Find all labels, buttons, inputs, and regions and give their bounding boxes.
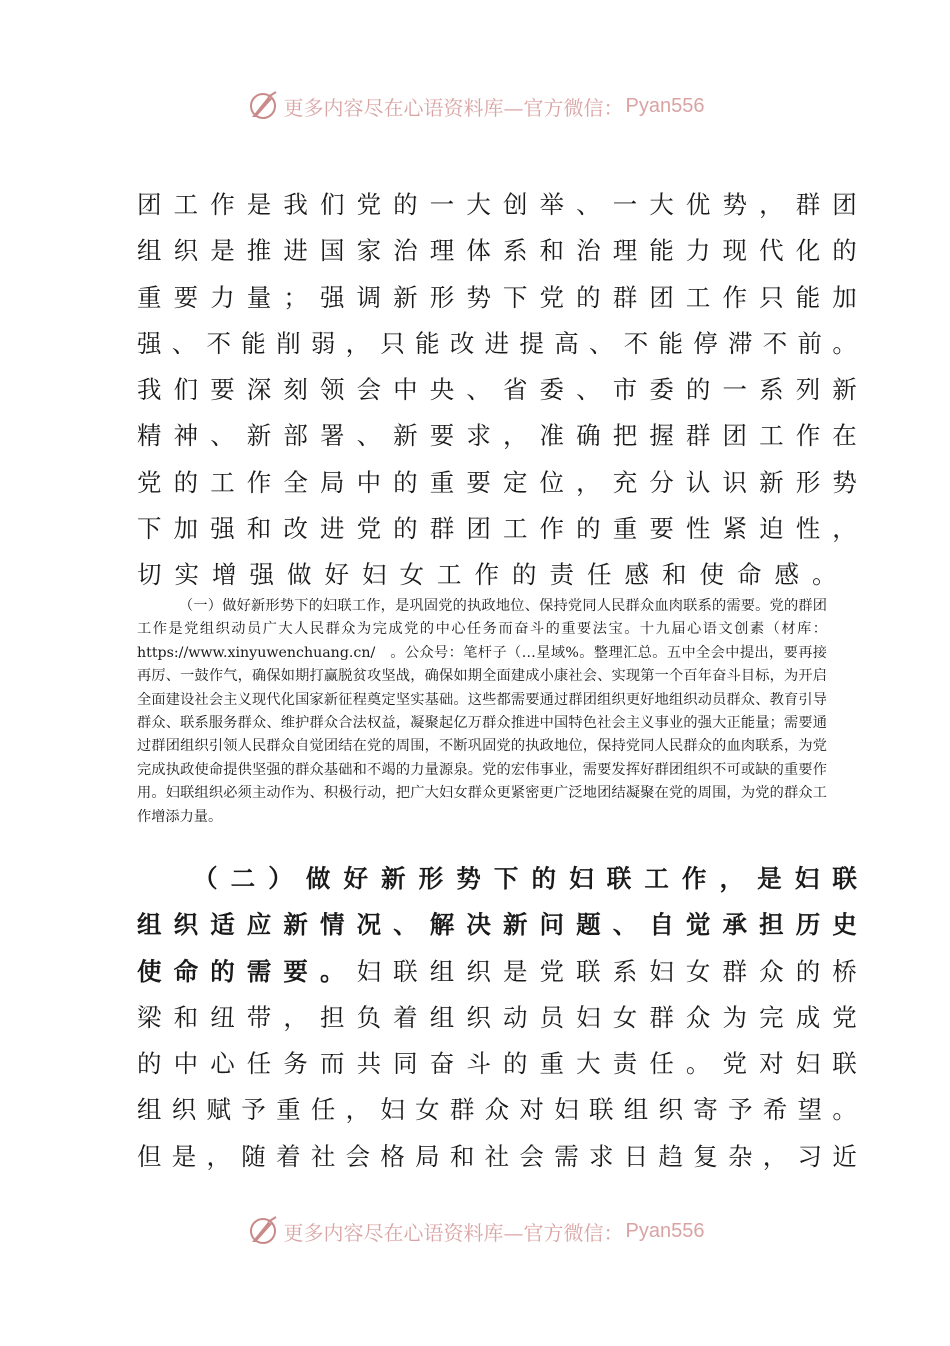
footer-watermark-banner xyxy=(0,1211,950,1251)
quill-pen-logo-icon xyxy=(246,1214,280,1248)
section1-line xyxy=(137,367,857,413)
header-watermark-banner xyxy=(0,86,950,126)
line-text: 我 们 要 深 刻 领 会 中 央 、 省 委 、 市 委 的 一 系 列 新 xyxy=(137,375,857,405)
banner-text: 更多内容尽在心语资料库—官方微信： xyxy=(283,1220,624,1245)
banner-wechat-id: Pyan556 xyxy=(625,94,705,117)
section2-heading-line xyxy=(137,902,857,948)
section1-line xyxy=(137,228,857,274)
banner-wechat-id: Pyan556 xyxy=(625,1219,705,1242)
section2-line xyxy=(137,1134,857,1180)
section2-text xyxy=(137,856,857,1180)
section2-line xyxy=(137,1087,857,1133)
section1-line xyxy=(137,552,857,598)
small-paragraph-block xyxy=(137,595,827,829)
line-text: 重 要 力 量 ； 强 调 新 形 势 下 党 的 群 团 工 作 只 能 加 xyxy=(137,282,857,312)
section1-line xyxy=(137,182,857,228)
section1-text xyxy=(137,182,857,599)
line-text: 的 中 心 任 务 而 共 同 奋 斗 的 重 大 责 任 。 党 对 妇 联 xyxy=(137,1049,857,1079)
line-text: 强 、 不 能 削 弱 ， 只 能 改 进 提 高 、 不 能 停 滞 不 前 。 xyxy=(137,328,857,358)
mixed-line: 使 命 的 需 要 。 妇 联 组 织 是 党 联 系 妇 女 群 众 的 桥 xyxy=(137,956,857,986)
quill-pen-logo-icon xyxy=(246,89,280,123)
banner-text: 更多内容尽在心语资料库—官方微信： xyxy=(283,95,624,120)
section1-line xyxy=(137,321,857,367)
line-text: （ 二 ） 做 好 新 形 势 下 的 妇 联 工 作 ， 是 妇 联 xyxy=(193,864,857,893)
line-text: 梁 和 纽 带 ， 担 负 着 组 织 动 员 妇 女 群 众 为 完 成 党 xyxy=(137,1002,857,1032)
line-text: 切实增强做好妇女工作的责任感和使命感。 xyxy=(137,560,850,590)
line-text: 但 是 ， 随 着 社 会 格 局 和 社 会 需 求 日 趋 复 杂 ， 习 近 xyxy=(137,1141,857,1171)
section2-line xyxy=(137,995,857,1041)
section1-line xyxy=(137,275,857,321)
line-text: 组 织 适 应 新 情 况 、 解 决 新 问 题 、 自 觉 承 担 历 史 xyxy=(137,910,857,940)
section1-line xyxy=(137,506,857,552)
line-text: 团 工 作 是 我 们 党 的 一 大 创 举 、 一 大 优 势 ， 群 团 xyxy=(137,190,857,219)
section1-line xyxy=(137,460,857,506)
small-paragraph: （一）做好新形势下的妇联工作，是巩固党的执政地位、保持党同人民群众血肉联系的需要。党的群团工作是党组织动员广大人民群众为完成党的中心任务而奋斗的重要法宝。十九届心语文创素（材库：https://www.xinyuwenchuang.cn/ 。公众号：笔杆子（…星域%。整理汇总。五中全会中提出，要再接再厉、一鼓作气，确保如期打赢脱贫攻坚战，确保如期全面建成小康社会、实现第一个百年奋斗目标，为开启全面建设社会主义现代化国家新征程奠定坚实基础。这些都需要通过群团组织更好地组织动员群众、教育引导群众、联系服务群众、维护群众合法权益，凝聚起亿万群众推进中国特色社会主义事业的强大正能量；需要通过群团组织引领人民群众自觉团结在党的周围，不断巩固党的执政地位，保持党同人民群众的血肉联系，为党完成执政使命提供坚强的群众基础和不竭的力量源泉。党的宏伟事业，需要发挥好群团组织不可或缺的重要作用。妇联组织必须主动作为、积极行动，把广大妇女群众更紧密更广泛地团结凝聚在党的周围，为党的群众工作增添力量。 xyxy=(137,598,827,825)
line-text: 组 织 赋 予 重 任 ， 妇 女 群 众 对 妇 联 组 织 寄 予 希 望 。 xyxy=(137,1095,857,1125)
section2-heading-line xyxy=(137,856,857,902)
line-text: 组 织 是 推 进 国 家 治 理 体 系 和 治 理 能 力 现 代 化 的 xyxy=(137,236,857,266)
section2-line xyxy=(137,949,857,995)
line-text: 党 的 工 作 全 局 中 的 重 要 定 位 ， 充 分 认 识 新 形 势 xyxy=(137,467,857,497)
line-text: 精 神 、 新 部 署 、 新 要 求 ， 准 确 把 握 群 团 工 作 在 xyxy=(137,421,857,451)
section2-line xyxy=(137,1041,857,1087)
line-text: 下 加 强 和 改 进 党 的 群 团 工 作 的 重 要 性 紧 迫 性 ， xyxy=(137,514,857,544)
section1-line xyxy=(137,413,857,459)
